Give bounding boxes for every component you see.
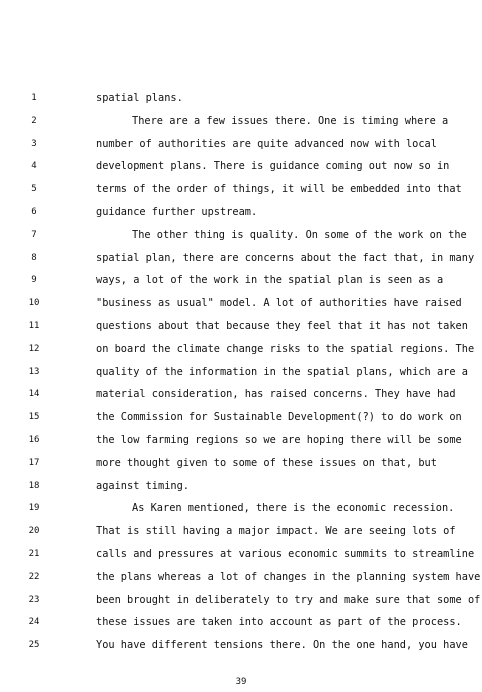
line-text: on board the climate change risks to the spatial regions. The — [96, 342, 475, 355]
line-number: 10 — [28, 298, 40, 309]
line-text: questions about that because they feel that it has not taken — [96, 319, 468, 332]
transcript-line — [0, 566, 482, 589]
line-text: spatial plans. — [96, 92, 183, 104]
line-text: development plans. There is guidance coming out now so in — [96, 160, 450, 173]
line-number: 23 — [28, 594, 40, 605]
transcript-body — [0, 87, 482, 657]
line-number: 19 — [28, 503, 40, 514]
line-text: The other thing is quality. On some of the work on the — [132, 228, 467, 241]
line-number: 18 — [28, 480, 40, 491]
line-number: 20 — [28, 526, 40, 537]
transcript-line — [0, 133, 482, 156]
transcript-line — [0, 361, 482, 384]
line-text: "business as usual" model. A lot of authorities have raised — [96, 297, 462, 310]
line-number: 8 — [31, 252, 37, 263]
line-number: 11 — [28, 320, 40, 331]
line-text: calls and pressures at various economic summits to streamline — [96, 547, 475, 560]
line-text: been brought in deliberately to try and make sure that some of — [96, 593, 481, 606]
line-text: terms of the order of things, it will be embedded into that — [96, 183, 462, 196]
transcript-line — [0, 292, 482, 315]
transcript-line — [0, 247, 482, 270]
line-number: 6 — [31, 206, 37, 217]
line-text: That is still having a major impact. We are seeing lots of — [96, 525, 456, 538]
line-number: 22 — [28, 571, 40, 582]
transcript-line — [0, 201, 482, 224]
transcript-line — [0, 269, 482, 292]
transcript-line — [0, 87, 482, 110]
transcript-line — [0, 178, 482, 201]
transcript-line — [0, 110, 482, 133]
line-text: against timing. — [96, 479, 189, 492]
line-text: spatial plan, there are concerns about the fact that, in many — [96, 251, 475, 264]
line-number: 16 — [28, 434, 40, 445]
line-number: 25 — [28, 640, 40, 651]
transcript-line — [0, 224, 482, 247]
line-text: As Karen mentioned, there is the economic recession. — [132, 502, 455, 515]
line-text: more thought given to some of these issues on that, but — [96, 456, 437, 469]
line-number: 1 — [31, 93, 37, 103]
line-number: 7 — [31, 229, 37, 240]
transcript-line — [0, 452, 482, 475]
line-number: 17 — [28, 457, 40, 468]
line-text: quality of the information in the spatial plans, which are a — [96, 365, 468, 378]
transcript-line — [0, 429, 482, 452]
line-text: There are a few issues there. One is timing where a — [132, 114, 449, 127]
transcript-line — [0, 497, 482, 520]
line-text: You have different tensions there. On the one hand, you have — [96, 639, 468, 652]
line-number: 12 — [28, 343, 40, 354]
transcript-line — [0, 315, 482, 338]
line-text: ways, a lot of the work in the spatial plan is seen as a — [96, 274, 444, 287]
transcript-line — [0, 155, 482, 178]
line-number: 3 — [31, 138, 37, 149]
line-text: number of authorities are quite advanced now with local — [96, 137, 437, 150]
line-text: the Commission for Sustainable Development(?) to do work on — [96, 411, 462, 424]
line-number: 4 — [31, 161, 37, 172]
transcript-line — [0, 338, 482, 361]
line-text: material consideration, has raised concerns. They have had — [96, 388, 456, 401]
page-number: 39 — [235, 677, 247, 687]
transcript-line — [0, 383, 482, 406]
transcript-line — [0, 589, 482, 612]
line-number: 21 — [28, 548, 40, 559]
line-number: 15 — [28, 412, 40, 423]
transcript-line — [0, 543, 482, 566]
line-number: 2 — [31, 115, 37, 126]
line-text: these issues are taken into account as part of the process. — [96, 616, 462, 629]
line-text: guidance further upstream. — [96, 205, 258, 218]
transcript-line — [0, 475, 482, 498]
line-number: 9 — [31, 275, 37, 286]
transcript-line — [0, 611, 482, 634]
line-number: 13 — [28, 366, 40, 377]
transcript-line — [0, 406, 482, 429]
transcript-line — [0, 520, 482, 543]
transcript-line — [0, 634, 482, 657]
line-number: 24 — [28, 617, 40, 628]
line-text: the plans whereas a lot of changes in the planning system have — [96, 570, 481, 583]
line-number: 14 — [28, 389, 40, 400]
line-text: the low farming regions so we are hoping there will be some — [96, 433, 462, 446]
line-number: 5 — [31, 184, 37, 195]
